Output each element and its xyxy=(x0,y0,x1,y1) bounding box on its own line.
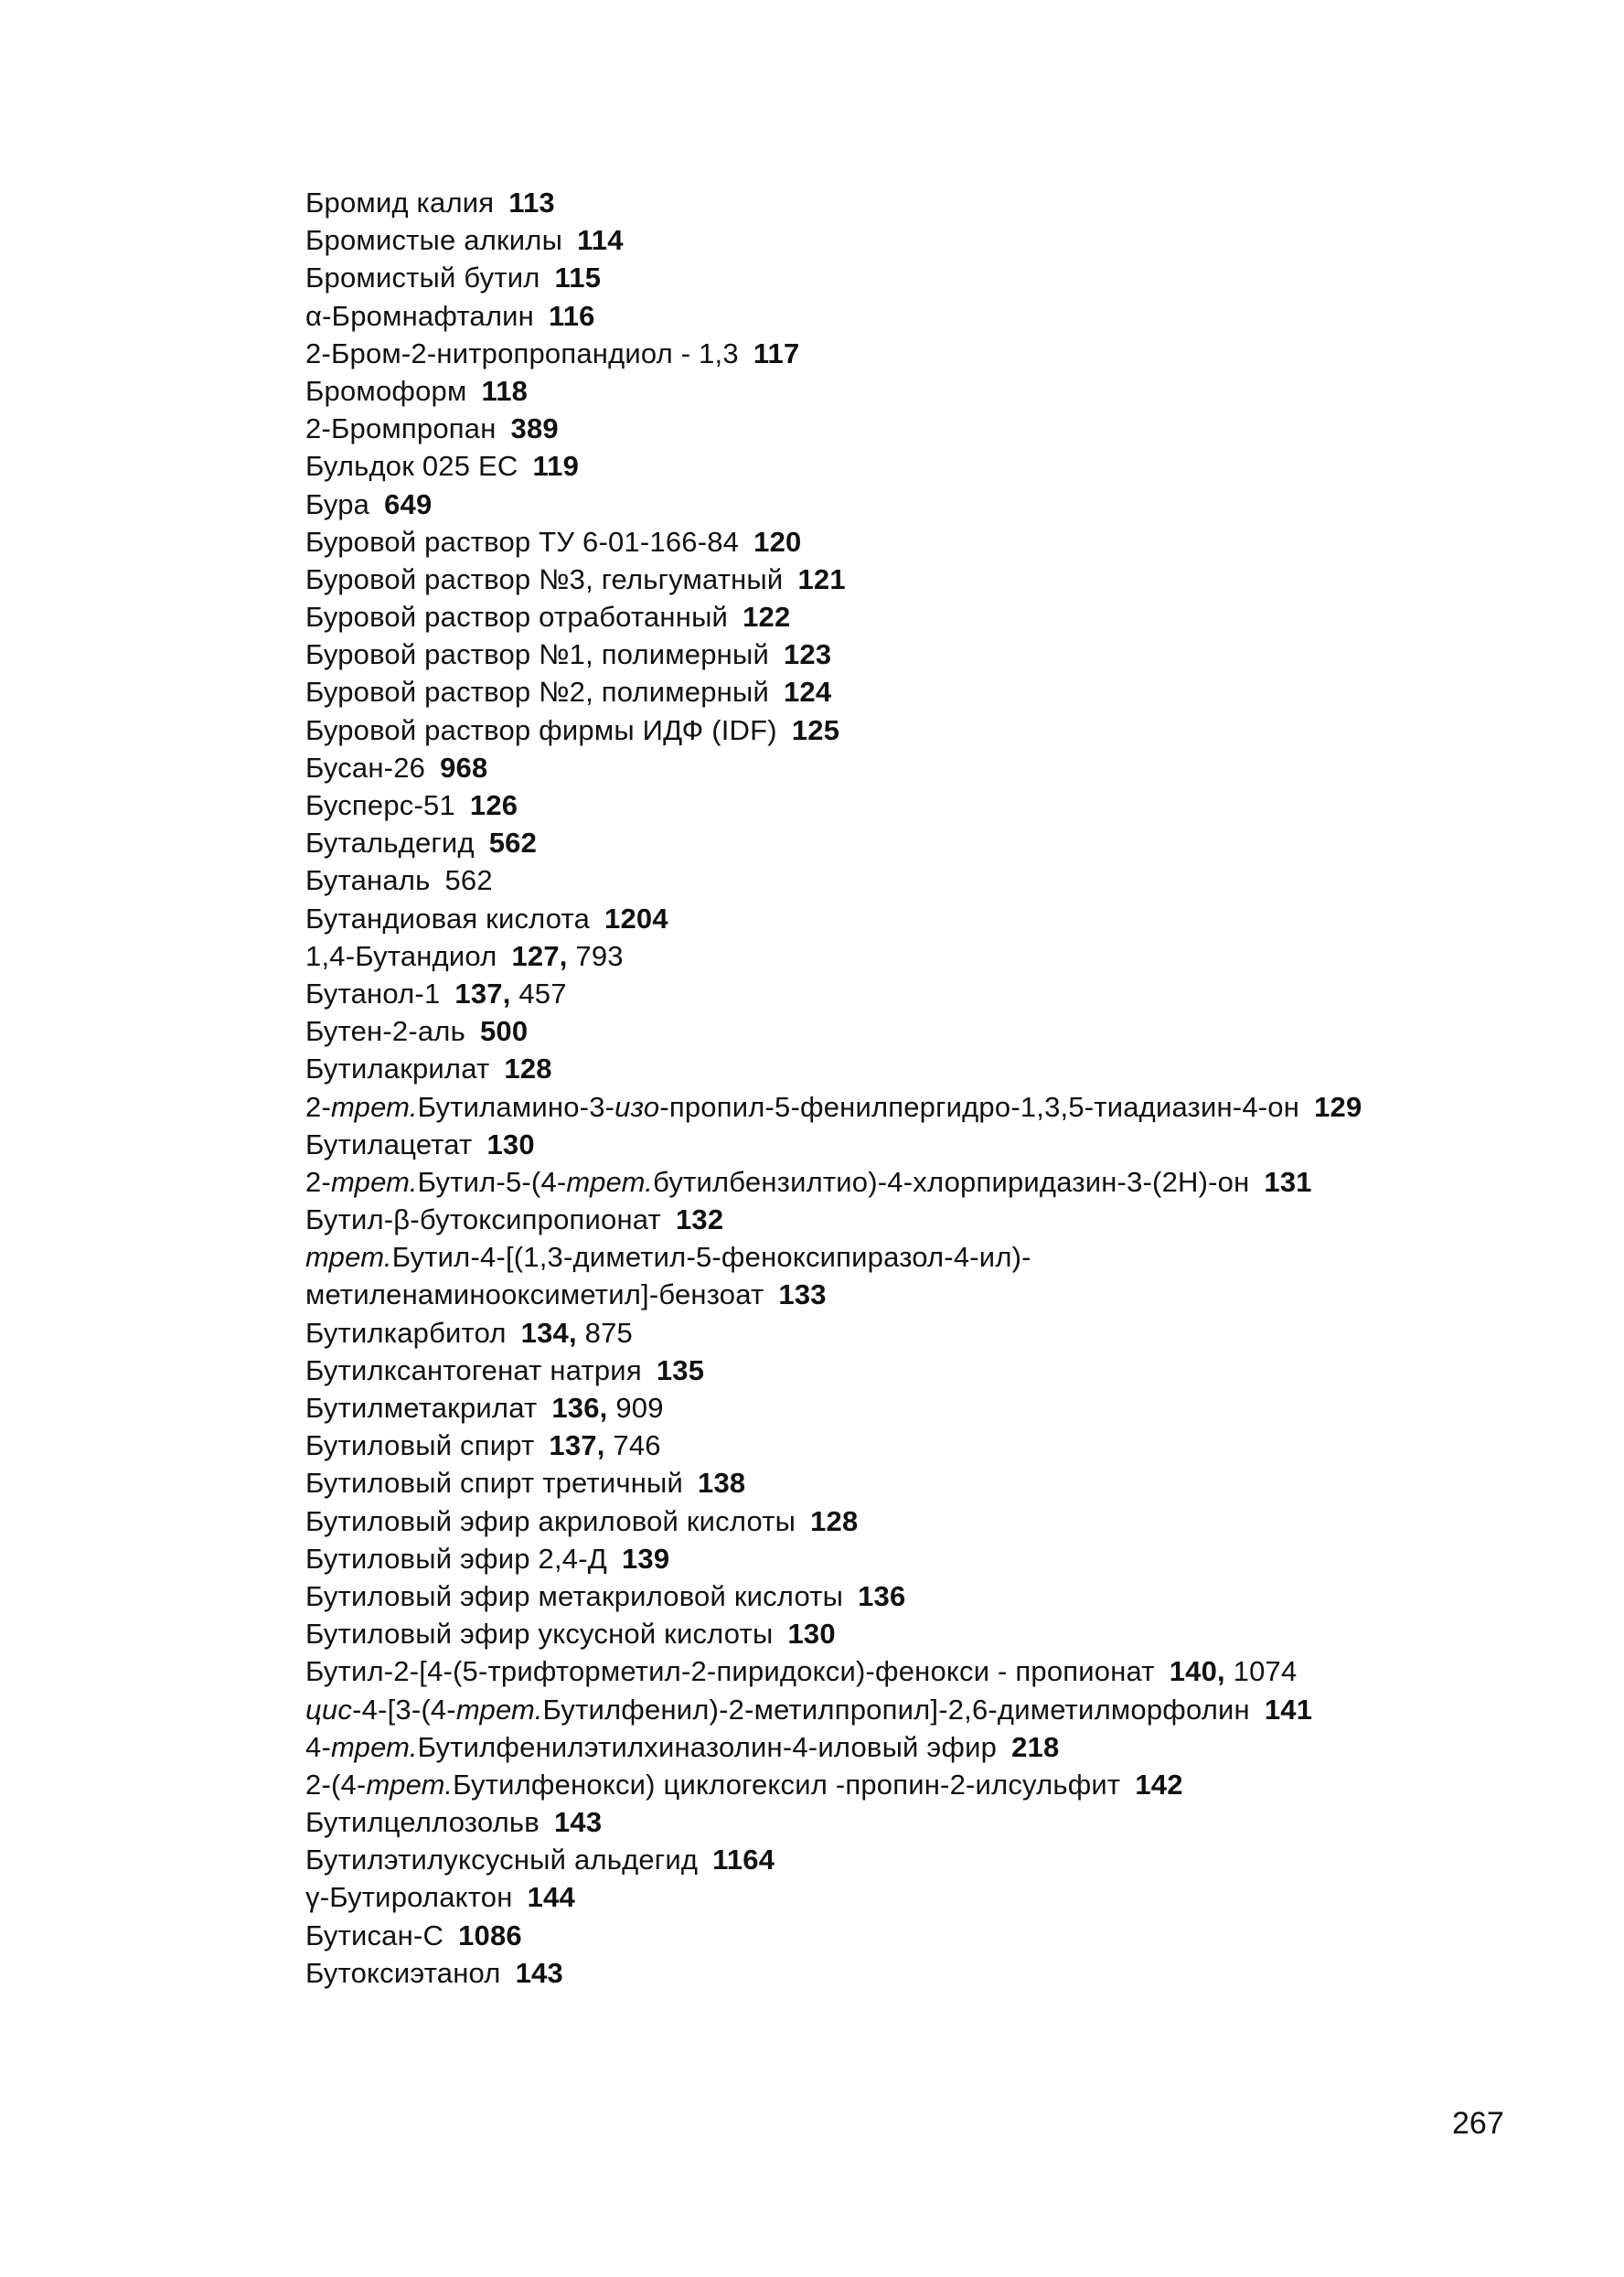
index-term xyxy=(305,526,739,558)
term-text: Бутаналь xyxy=(305,864,431,897)
index-entry xyxy=(305,861,1558,899)
page-ref-primary: 968 xyxy=(440,751,488,784)
index-entry xyxy=(305,1917,1558,1954)
index-term xyxy=(305,1618,773,1650)
page-ref-secondary: 457 xyxy=(518,977,567,1010)
index-term xyxy=(305,337,739,369)
term-text: Бутилацетат xyxy=(305,1128,473,1160)
page-ref-primary: 126 xyxy=(469,789,518,821)
index-term xyxy=(305,1505,796,1537)
index-term xyxy=(305,1655,1155,1687)
index-entry xyxy=(305,1163,1558,1201)
page-ref-primary: 121 xyxy=(797,562,846,595)
index-entry xyxy=(305,1238,1558,1276)
index-entry xyxy=(305,1201,1558,1238)
index-term xyxy=(305,714,777,746)
page-ref-primary: 130 xyxy=(787,1618,836,1651)
page-ref-primary: 138 xyxy=(698,1467,746,1500)
page-ref-secondary: 746 xyxy=(613,1429,661,1462)
term-text: Бутилкарбитол xyxy=(305,1316,507,1349)
index-term xyxy=(305,940,497,972)
page-ref-primary: 500 xyxy=(479,1015,529,1048)
page-ref-primary: 123 xyxy=(783,638,832,671)
index-term xyxy=(305,224,562,256)
page-ref-primary: 562 xyxy=(488,827,538,860)
index-entry xyxy=(305,673,1558,711)
index-entry xyxy=(305,900,1558,937)
index-entry xyxy=(305,1088,1558,1126)
index-term xyxy=(305,1203,661,1235)
term-text: 4- xyxy=(305,1730,331,1763)
index-entry xyxy=(305,1464,1558,1502)
index-entry xyxy=(305,184,1558,221)
page-ref-primary: 137, xyxy=(549,1429,605,1462)
index-term xyxy=(305,1091,1299,1123)
index-term xyxy=(305,1467,683,1499)
term-text: 1,4-Бутандиол xyxy=(305,939,497,972)
subject-index-list xyxy=(305,184,1558,1992)
page-ref-primary: 132 xyxy=(675,1203,724,1236)
index-term xyxy=(305,1580,843,1612)
index-term xyxy=(305,450,518,482)
page-ref-primary: 116 xyxy=(548,299,595,332)
page-ref-primary: 1164 xyxy=(712,1844,775,1876)
index-term xyxy=(305,1919,443,1951)
term-text: Буровой раствор №1, полимерный xyxy=(305,638,769,671)
index-term xyxy=(305,1317,507,1349)
term-italic-prefix: трет. xyxy=(455,1693,543,1726)
term-text: Бутил-5-(4- xyxy=(417,1165,567,1198)
index-entry xyxy=(305,523,1558,561)
page-ref-secondary: 793 xyxy=(575,939,624,972)
index-entry xyxy=(305,1841,1558,1878)
term-text: Буровой раствор фирмы ИДФ (IDF) xyxy=(305,713,777,746)
index-term xyxy=(305,1166,1249,1198)
index-term xyxy=(305,488,369,520)
index-term xyxy=(305,864,430,896)
index-entry xyxy=(305,1050,1558,1087)
term-text: Бутиламино-3- xyxy=(417,1090,615,1123)
index-entry xyxy=(305,221,1558,259)
page-ref-primary: 128 xyxy=(810,1504,859,1537)
page-ref-primary: 122 xyxy=(743,601,791,634)
index-entry xyxy=(305,1691,1558,1728)
term-text: 2- xyxy=(305,1165,331,1198)
page-number: 267 xyxy=(1452,2106,1504,2141)
page-ref-primary: 389 xyxy=(510,412,559,445)
term-text: Буровой раствор отработанный xyxy=(305,601,729,634)
index-entry xyxy=(305,1954,1558,1992)
page-ref-primary: 114 xyxy=(577,224,624,257)
term-text: Бутальдегид xyxy=(305,827,475,860)
page-ref-primary: 139 xyxy=(621,1542,670,1575)
term-italic-prefix: трет. xyxy=(305,1241,392,1274)
page-ref-primary: 143 xyxy=(553,1806,603,1839)
index-entry xyxy=(305,561,1558,598)
index-term xyxy=(305,601,728,633)
page-ref-primary: 124 xyxy=(783,676,832,709)
index-entry xyxy=(305,1276,1558,1313)
index-term xyxy=(305,412,497,444)
term-text: Бромистый бутил xyxy=(305,262,540,294)
term-text: Бусан-26 xyxy=(305,751,426,784)
term-text: бутилбензилтио)-4-хлорпиридазин-3-(2H)-он xyxy=(653,1165,1250,1198)
term-text: Бромоформ xyxy=(305,374,467,407)
page-ref-primary: 133 xyxy=(778,1278,827,1311)
term-text: Бутисан-С xyxy=(305,1919,444,1951)
index-entry xyxy=(305,410,1558,447)
term-text: Бутандиовая кислота xyxy=(305,902,591,935)
term-italic-prefix: трет. xyxy=(566,1165,654,1198)
index-entry xyxy=(305,335,1558,372)
page-ref-secondary: 875 xyxy=(584,1316,633,1349)
index-term xyxy=(305,375,466,407)
index-term xyxy=(305,1806,540,1838)
term-text: Буровой раствор ТУ 6-01-166-84 xyxy=(305,525,740,558)
index-term xyxy=(305,1769,1120,1801)
term-text: α-Бромнафталин xyxy=(305,299,534,332)
term-italic-prefix: цис xyxy=(305,1693,353,1726)
index-term xyxy=(305,1015,465,1047)
page-ref-secondary: 562 xyxy=(444,864,493,897)
term-italic-prefix: трет. xyxy=(330,1730,418,1763)
page-ref-primary: 137, xyxy=(454,977,511,1010)
index-term xyxy=(305,300,534,332)
index-term xyxy=(305,1128,472,1160)
term-text: Бутоксиэтанол xyxy=(305,1956,501,1989)
page-ref-primary: 128 xyxy=(504,1053,552,1085)
page-ref-primary: 144 xyxy=(527,1881,575,1914)
index-entry xyxy=(305,372,1558,410)
index-entry xyxy=(305,749,1558,786)
index-term xyxy=(305,1392,537,1424)
page-ref-secondary: 1074 xyxy=(1233,1655,1298,1688)
term-text: -4-[3-(4- xyxy=(352,1693,456,1726)
term-text: Бромид калия xyxy=(305,187,495,219)
term-text: γ-Бутиролактон xyxy=(305,1881,513,1914)
term-text: Бутилфенилэтилхиназолин-4-иловый эфир xyxy=(417,1730,998,1763)
index-entry xyxy=(305,636,1558,673)
index-term xyxy=(305,789,455,821)
index-entry xyxy=(305,1540,1558,1577)
page-ref-primary: 118 xyxy=(481,374,529,407)
index-entry xyxy=(305,486,1558,523)
index-entry xyxy=(305,1615,1558,1652)
page-ref-primary: 140, xyxy=(1169,1655,1225,1688)
term-text: Бусперс-51 xyxy=(305,789,455,821)
page-ref-primary: 119 xyxy=(532,450,580,483)
page-ref-primary: 136, xyxy=(551,1392,608,1424)
term-text: Бутиловый спирт xyxy=(305,1429,535,1462)
page-ref-primary: 649 xyxy=(384,487,433,520)
page-ref-primary: 136 xyxy=(858,1579,906,1612)
index-entry xyxy=(305,1389,1558,1427)
index-term xyxy=(305,638,769,670)
term-text: Бура xyxy=(305,487,370,520)
page-ref-primary: 127, xyxy=(511,939,568,972)
index-entry xyxy=(305,1766,1558,1803)
term-text: Буровой раствор №2, полимерный xyxy=(305,676,769,709)
term-text: Бутил-4-[(1,3-диметил-5-феноксипиразол-4-ил)- xyxy=(391,1241,1031,1274)
index-entry xyxy=(305,1803,1558,1841)
page-ref-primary: 143 xyxy=(515,1956,563,1989)
page-ref-primary: 142 xyxy=(1135,1768,1183,1801)
index-entry xyxy=(305,1577,1558,1615)
page-ref-primary: 134, xyxy=(520,1316,577,1349)
term-italic-prefix: трет. xyxy=(366,1768,454,1801)
term-text: Бутиловый спирт третичный xyxy=(305,1467,684,1500)
page-ref-primary: 131 xyxy=(1264,1165,1312,1198)
term-text: 2-(4- xyxy=(305,1768,367,1801)
term-text: Бутилакрилат xyxy=(305,1053,490,1085)
term-text: Бутиловый эфир уксусной кислоты xyxy=(305,1618,774,1651)
index-term xyxy=(305,978,440,1010)
index-entry xyxy=(305,598,1558,636)
term-text: Бутилметакрилат xyxy=(305,1392,538,1424)
page-ref-primary: 1204 xyxy=(604,902,668,935)
index-term xyxy=(305,1354,642,1386)
term-text: Бутен-2-аль xyxy=(305,1015,465,1048)
term-italic-prefix: изо xyxy=(614,1090,660,1123)
page-ref-primary: 125 xyxy=(791,713,840,746)
page-ref-primary: 115 xyxy=(554,262,602,294)
term-text: Бутилксантогенат натрия xyxy=(305,1353,642,1386)
index-entry xyxy=(305,937,1558,975)
index-entry xyxy=(305,975,1558,1012)
index-term xyxy=(305,903,590,935)
index-entry xyxy=(305,259,1558,296)
page-ref-primary: 1086 xyxy=(458,1919,522,1951)
page-ref-primary: 117 xyxy=(753,337,800,369)
term-text: 2-Бром-2-нитропропандиол - 1,3 xyxy=(305,337,739,369)
index-term xyxy=(305,1881,513,1913)
index-entry xyxy=(305,824,1558,861)
page-ref-primary: 113 xyxy=(508,187,555,219)
index-entry xyxy=(305,786,1558,824)
term-text: метиленаминооксиметил]-бензоат xyxy=(305,1278,764,1311)
term-text: Бутиловый эфир 2,4-Д xyxy=(305,1542,607,1575)
page-ref-primary: 141 xyxy=(1264,1693,1313,1726)
term-text: Бутил-β-бутоксипропионат xyxy=(305,1203,661,1236)
term-text: Бутанол-1 xyxy=(305,977,441,1010)
index-term xyxy=(305,563,783,595)
term-italic-prefix: трет. xyxy=(330,1090,418,1123)
page-ref-primary: 120 xyxy=(753,525,802,558)
index-term xyxy=(305,1844,698,1876)
index-term xyxy=(305,1241,1031,1273)
index-entry xyxy=(305,1427,1558,1464)
index-entry xyxy=(305,1728,1558,1766)
index-entry xyxy=(305,1652,1558,1690)
term-text: Бутиловый эфир метакриловой кислоты xyxy=(305,1579,844,1612)
term-text: -пропил-5-фенилпергидро-1,3,5-тиадиазин-4-он xyxy=(659,1090,1300,1123)
index-entry xyxy=(305,711,1558,749)
term-text: Бутиловый эфир акриловой кислоты xyxy=(305,1504,796,1537)
term-text: 2- xyxy=(305,1090,331,1123)
term-text: Бутилфенил)-2-метилпропил]-2,6-диметилморфолин xyxy=(542,1693,1250,1726)
term-text: Бутилэтилуксусный альдегид xyxy=(305,1844,699,1876)
index-term xyxy=(305,1957,501,1989)
index-entry xyxy=(305,1878,1558,1916)
index-term xyxy=(305,752,425,784)
page-ref-primary: 135 xyxy=(656,1353,705,1386)
term-italic-prefix: трет. xyxy=(330,1165,418,1198)
term-text: Бульдок 025 ЕС xyxy=(305,450,518,483)
page-ref-secondary: 909 xyxy=(615,1392,664,1424)
index-term xyxy=(305,1694,1250,1726)
index-entry xyxy=(305,1314,1558,1352)
index-term xyxy=(305,187,494,219)
index-entry xyxy=(305,297,1558,335)
index-entry xyxy=(305,1126,1558,1163)
page-ref-primary: 218 xyxy=(1011,1730,1060,1763)
index-term xyxy=(305,1543,607,1575)
index-term xyxy=(305,1731,997,1763)
index-term xyxy=(305,676,769,708)
index-entry xyxy=(305,1502,1558,1540)
page-ref-primary: 130 xyxy=(486,1128,535,1160)
page-ref-primary: 129 xyxy=(1314,1090,1362,1123)
term-text: Буровой раствор №3, гельгуматный xyxy=(305,562,784,595)
index-term xyxy=(305,1053,489,1085)
index-term xyxy=(305,262,540,294)
index-entry xyxy=(305,447,1558,485)
index-term xyxy=(305,1429,534,1461)
index-entry xyxy=(305,1012,1558,1050)
term-text: Бромистые алкилы xyxy=(305,224,563,257)
term-text: Бутилцеллозольв xyxy=(305,1806,540,1839)
term-text: Бутил-2-[4-(5-трифторметил-2-пиридокси)-фенокси - пропионат xyxy=(305,1655,1155,1688)
term-text: 2-Бромпропан xyxy=(305,412,497,445)
index-term xyxy=(305,1278,764,1310)
term-text: Бутилфенокси) циклогексил -пропин-2-илсульфит xyxy=(453,1768,1121,1801)
index-term xyxy=(305,827,475,859)
index-entry xyxy=(305,1352,1558,1389)
